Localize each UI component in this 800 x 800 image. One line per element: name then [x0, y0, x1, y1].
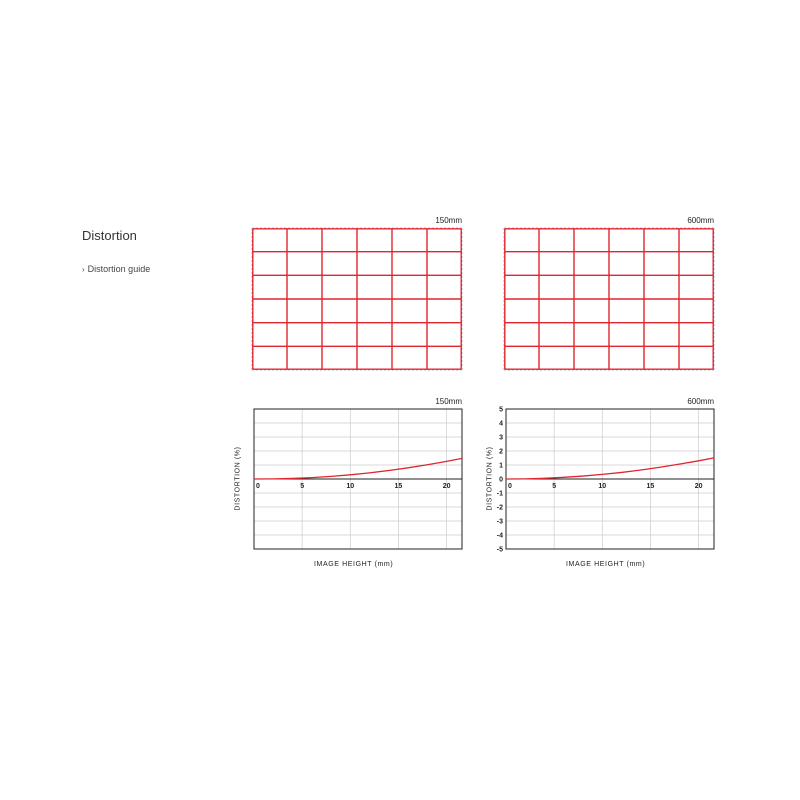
- distortion-grid-150mm: [252, 228, 462, 370]
- x-tick-label: 0: [508, 483, 512, 490]
- distortion-chart-600mm: [496, 406, 714, 554]
- chevron-right-icon: ›: [82, 265, 85, 274]
- distortion-guide-link[interactable]: [82, 264, 150, 274]
- x-tick-label: 20: [694, 483, 703, 490]
- x-tick-label: 5: [552, 483, 557, 490]
- x-tick-label: 5: [300, 483, 305, 490]
- y-tick-label: -4: [496, 532, 503, 540]
- chart-150mm-ylabel: DISTORTION (%): [234, 446, 242, 511]
- chart-600mm-xlabel: IMAGE HEIGHT (mm): [566, 561, 646, 568]
- x-tick-label: 20: [442, 483, 451, 490]
- y-tick-label: -5: [496, 546, 503, 554]
- distortion-series-line: [254, 458, 462, 479]
- y-tick-label: 0: [499, 476, 503, 484]
- distortion-series-line: [506, 458, 714, 479]
- distortion-chart-150mm: [254, 409, 462, 549]
- chart-150mm-title: 150mm: [435, 397, 462, 406]
- chart-600mm-ylabel: DISTORTION (%): [486, 446, 494, 511]
- x-tick-label: 0: [256, 483, 260, 490]
- y-tick-label: -1: [496, 490, 503, 498]
- grid-600mm-label: 600mm: [687, 216, 714, 225]
- y-tick-label: -2: [496, 504, 503, 512]
- x-tick-label: 10: [598, 483, 607, 490]
- y-tick-label: 5: [499, 406, 503, 414]
- y-tick-label: 4: [499, 420, 503, 428]
- page-title: Distortion: [82, 228, 137, 243]
- chart-600mm-title: 600mm: [687, 397, 714, 406]
- distortion-guide-label: Distortion guide: [87, 264, 151, 274]
- chart-150mm-xlabel: IMAGE HEIGHT (mm): [314, 561, 394, 568]
- x-tick-label: 15: [646, 483, 655, 490]
- y-tick-label: 1: [499, 462, 503, 470]
- distortion-grid-600mm: [504, 228, 714, 370]
- y-tick-label: -3: [496, 518, 503, 526]
- y-tick-label: 2: [499, 448, 503, 456]
- x-tick-label: 10: [346, 483, 355, 490]
- grid-150mm-label: 150mm: [435, 216, 462, 225]
- y-tick-label: 3: [499, 434, 503, 442]
- x-tick-label: 15: [394, 483, 403, 490]
